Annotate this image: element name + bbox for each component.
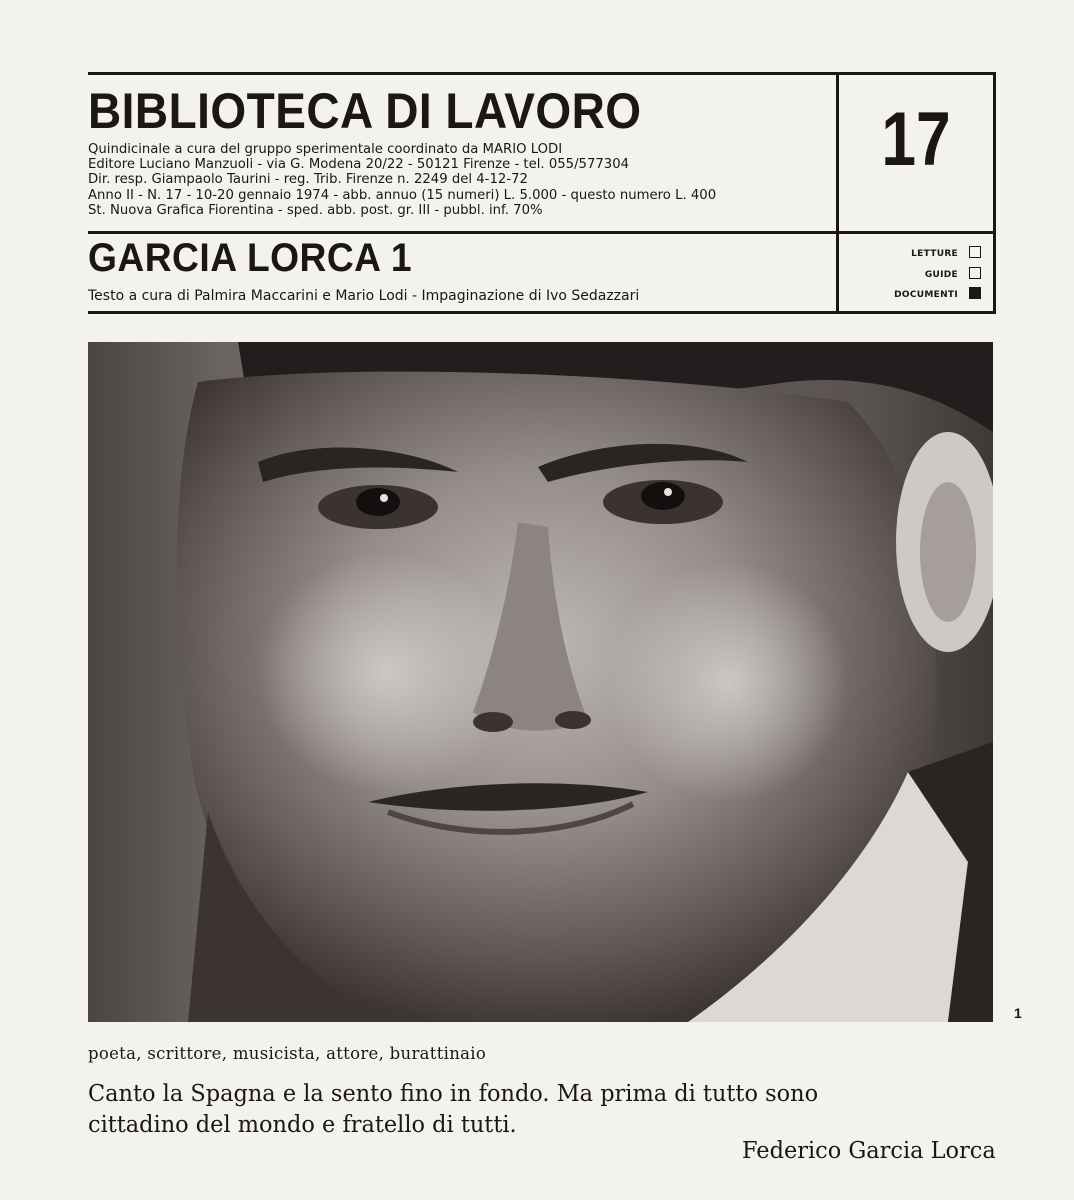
bottom-rule [88, 311, 996, 314]
quote-author: Federico Garcia Lorca [742, 1136, 996, 1164]
info-line: Dir. resp. Giampaolo Taurini - reg. Trib. Firenze n. 2249 del 4-12-72 [88, 171, 528, 188]
info-line: St. Nuova Grafica Fiorentina - sped. abb. post. gr. III - pubbl. inf. 70% [88, 201, 543, 218]
booklet-title: GARCIA LORCA 1 [88, 236, 413, 280]
category-checklist [848, 246, 988, 308]
category-label: LETTURE [911, 249, 958, 259]
quote-line: Canto la Spagna e la sento fino in fondo. Ma prima di tutto sono [88, 1079, 819, 1107]
quote [88, 1078, 1000, 1140]
category-letture [848, 246, 988, 267]
masthead [88, 72, 996, 314]
checkbox-icon [969, 267, 981, 279]
top-rule [88, 72, 996, 75]
booklet-credits: Testo a cura di Palmira Maccarini e Mario Lodi - Impaginazione di Ivo Sedazzari [88, 288, 640, 304]
category-label: GUIDE [924, 269, 958, 280]
quote-line: cittadino del mondo e fratello di tutti. [88, 1110, 517, 1138]
info-line: Quindicinale a cura del gruppo sperimentale coordinato da MARIO LODI [88, 141, 563, 157]
right-border [993, 72, 996, 314]
category-documenti [848, 287, 988, 308]
issue-number: 17 [881, 97, 951, 182]
category-label: DOCUMENTI [894, 290, 958, 300]
checkbox-icon [969, 246, 981, 258]
publication-info [88, 142, 828, 218]
portrait-photo [88, 342, 993, 1022]
figure-number: 1 [1014, 1005, 1022, 1021]
category-guide [848, 267, 988, 288]
middle-rule [88, 231, 996, 234]
info-line: Editore Luciano Manzuoli - via G. Modena 20/22 - 50121 Firenze - tel. 055/577304 [88, 156, 630, 173]
info-line: Anno II - N. 17 - 10-20 gennaio 1974 - abb. annuo (15 numeri) L. 5.000 - questo numero L. 400 [88, 186, 717, 203]
occupations-caption: poeta, scrittore, musicista, attore, burattinaio [88, 1044, 487, 1063]
column-divider [836, 72, 839, 314]
series-title: BIBLIOTECA DI LAVORO [88, 83, 642, 139]
checked-checkbox-icon [969, 287, 981, 299]
portrait-illustration [88, 342, 993, 1022]
